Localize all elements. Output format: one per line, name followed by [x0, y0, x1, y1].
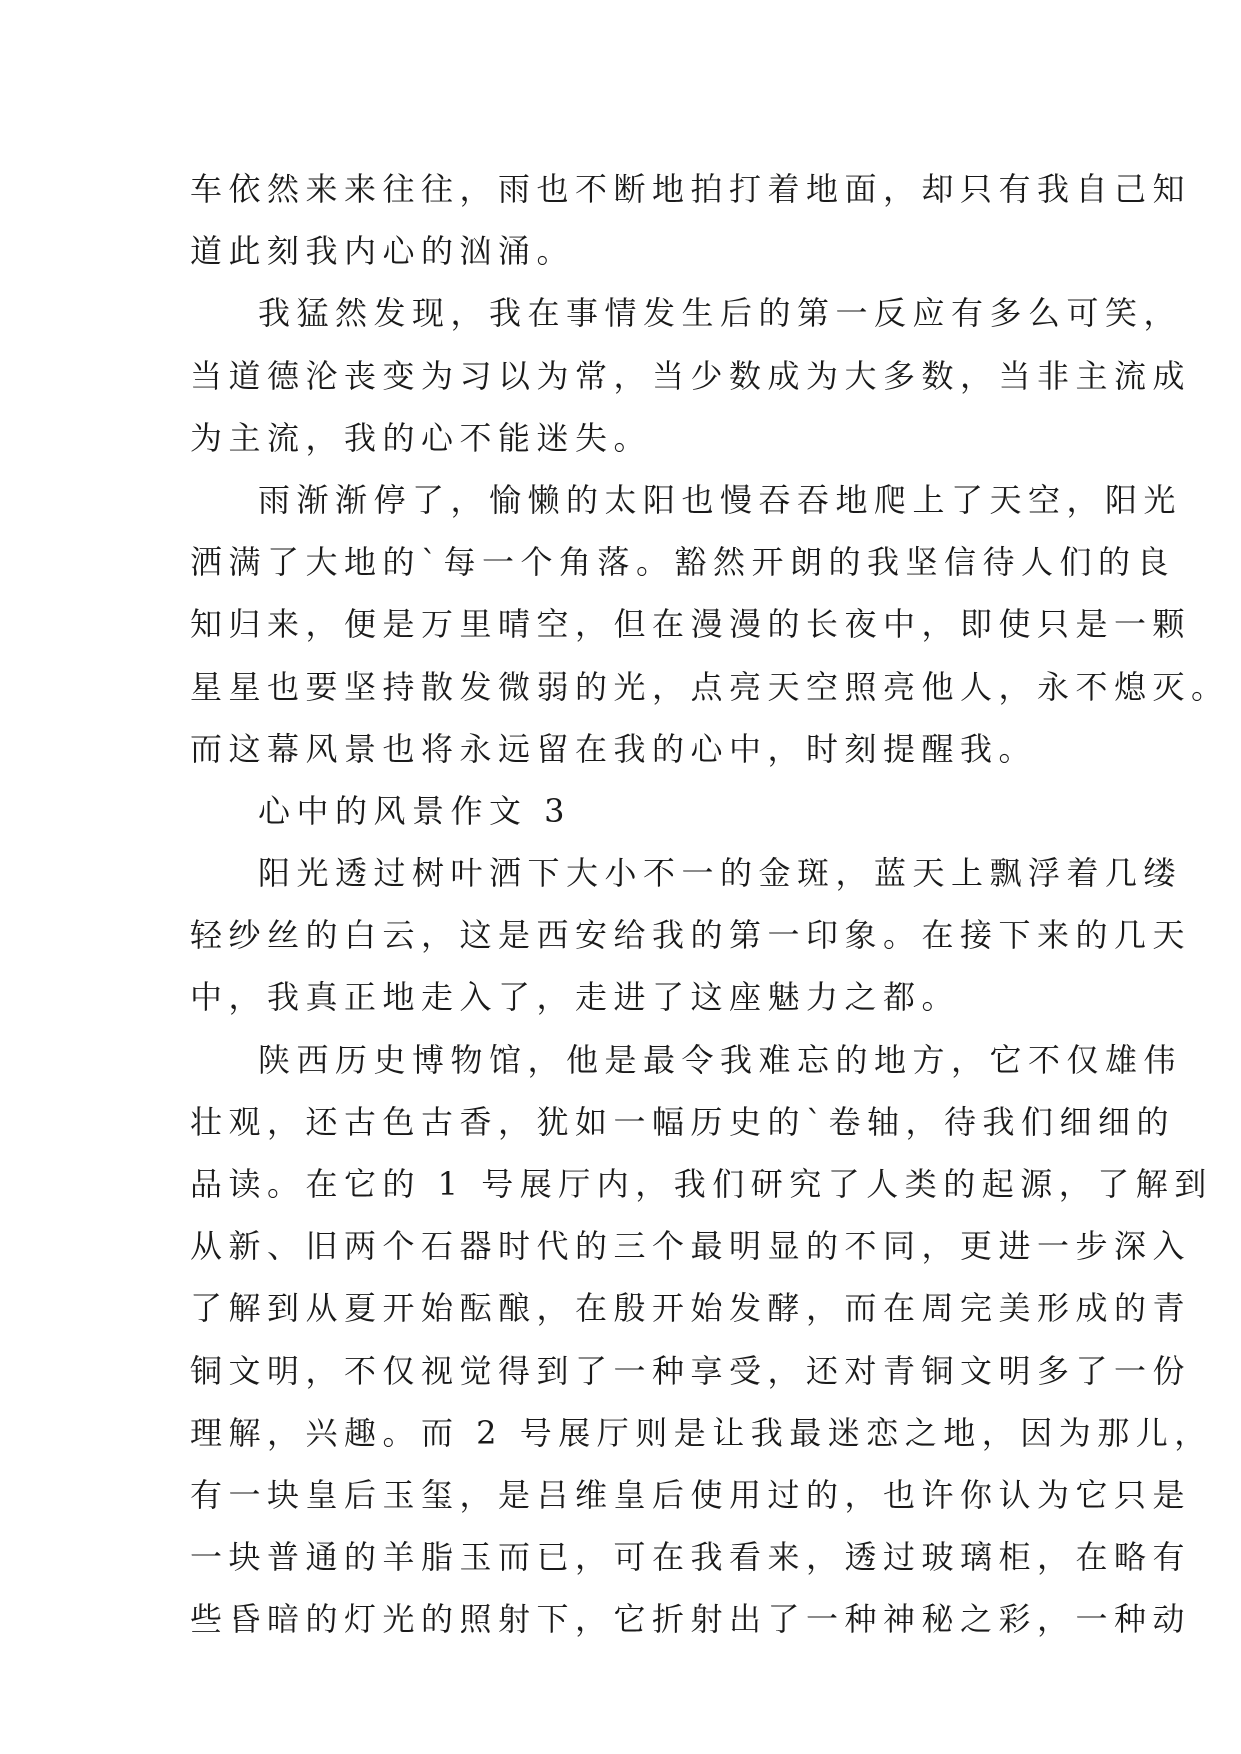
text-line: 从新、旧两个石器时代的三个最明显的不同，更进一步深入 [190, 1227, 1192, 1266]
section-heading: 心中的风景作文 3 [258, 791, 572, 830]
text-line: 轻纱丝的白云，这是西安给我的第一印象。在接下来的几天 [190, 916, 1192, 955]
text-line: 品读。在它的 1 号展厅内，我们研究了人类的起源，了解到 [190, 1165, 1213, 1203]
body-text [190, 158, 1230, 1651]
text-line: 车依然来来往往，雨也不断地拍打着地面，却只有我自己知 [190, 170, 1192, 208]
text-line: 了解到从夏开始酝酿，在殷开始发酵，而在周完美形成的青 [190, 1289, 1192, 1328]
text-line: 为主流，我的心不能迷失。 [190, 418, 653, 457]
text-line: 理解，兴趣。而 2 号展厅则是让我最迷恋之地，因为那儿， [190, 1413, 1213, 1452]
text-line: 我猛然发现，我在事情发生后的第一反应有多么可笑， [258, 294, 1183, 333]
text-line: 一块普通的羊脂玉而已，可在我看来，透过玻璃柜，在略有 [190, 1538, 1192, 1577]
text-line: 阳光透过树叶洒下大小不一的金斑，蓝天上飘浮着几缕 [258, 854, 1183, 893]
text-line: 知归来，便是万里晴空，但在漫漫的长夜中，即使只是一颗 [190, 605, 1192, 644]
text-line: 中，我真正地走入了，走进了这座魅力之都。 [190, 978, 961, 1017]
text-line: 雨渐渐停了，愉懒的太阳也慢吞吞地爬上了天空，阳光 [258, 480, 1183, 519]
text-line: 而这幕风景也将永远留在我的心中，时刻提醒我。 [190, 729, 1038, 768]
text-line: 当道德沦丧变为习以为常，当少数成为大多数，当非主流成 [190, 356, 1192, 395]
text-line: 壮观，还古色古香，犹如一幅历史的`卷轴，待我们细细的 [190, 1102, 1176, 1141]
text-line: 星星也要坚持散发微弱的光，点亮天空照亮他人，永不熄灭。 [190, 667, 1230, 706]
text-line: 陕西历史博物馆，他是最令我难忘的地方，它不仅雄伟 [258, 1040, 1183, 1079]
text-line: 些昏暗的灯光的照射下，它折射出了一种神秘之彩，一种动 [190, 1600, 1192, 1639]
text-line: 洒满了大地的`每一个角落。豁然开朗的我坚信待人们的良 [190, 543, 1176, 582]
text-line: 铜文明，不仅视觉得到了一种享受，还对青铜文明多了一份 [190, 1351, 1192, 1390]
text-line: 有一块皇后玉玺，是吕维皇后使用过的，也许你认为它只是 [190, 1475, 1192, 1514]
text-line: 道此刻我内心的汹涌。 [190, 232, 576, 271]
